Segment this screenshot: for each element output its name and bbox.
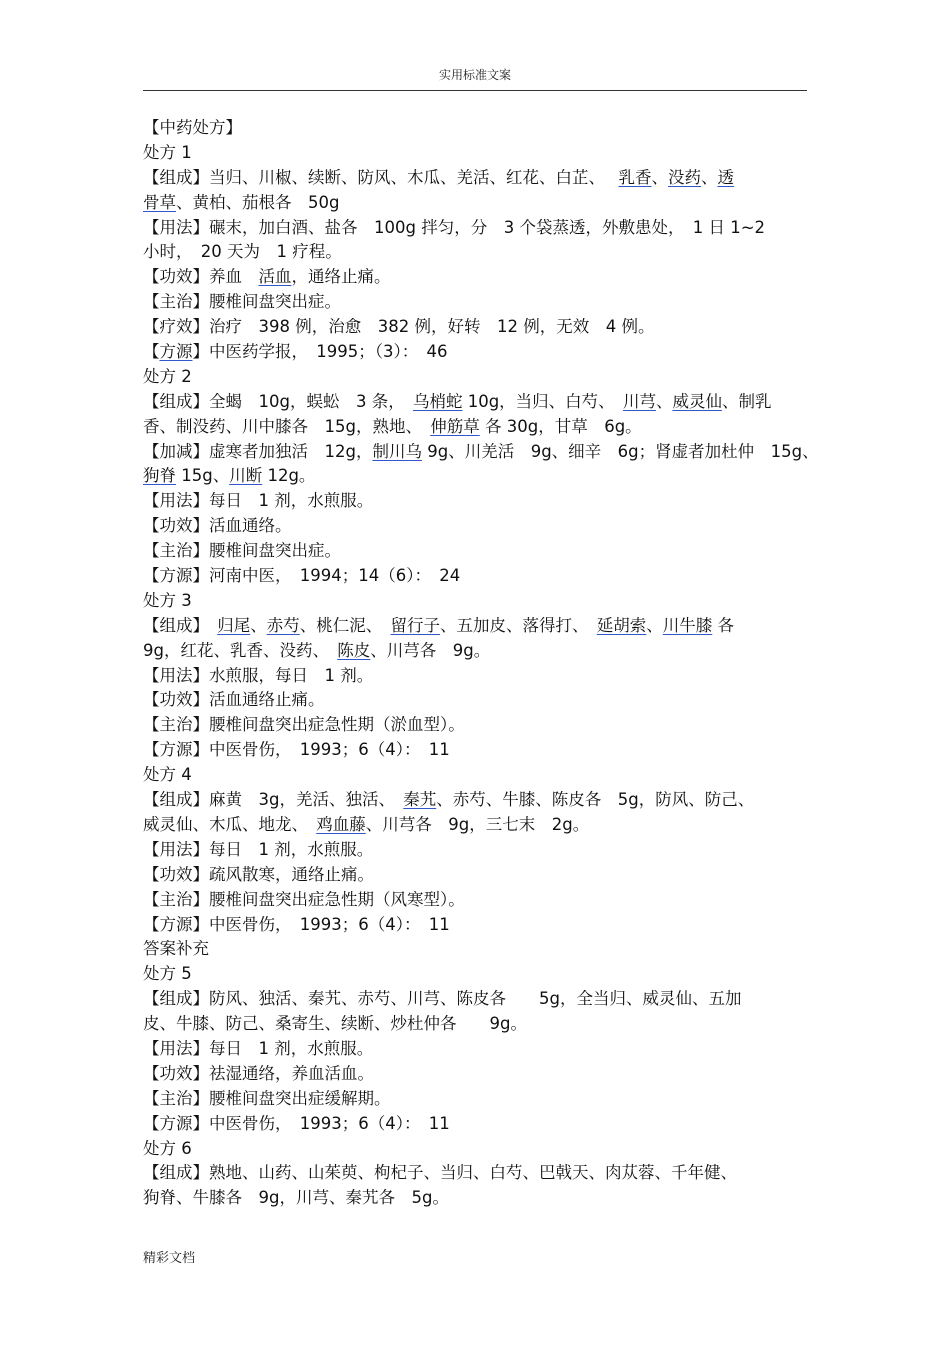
term-link[interactable]: 鸡血藤: [316, 814, 366, 834]
text-line: [143, 738, 813, 763]
text-run: 【功效】养血: [143, 267, 259, 287]
text-run: 【疗效】治疗 398 例，治愈 382 例，好转 12 例，无效 4 例。: [143, 317, 655, 337]
text-line: [143, 440, 819, 465]
text-run: 9g，红花、乳香、没药、: [143, 640, 338, 660]
text-run: 处方 6: [143, 1138, 192, 1158]
text-run: 【用法】每日 1 剂，水煎服。: [143, 839, 374, 859]
text-run: 、: [651, 167, 668, 187]
text-line: [143, 788, 813, 813]
text-run: 9g、川羌活 9g、细辛 6g；肾虚者加杜仲 15g、: [421, 441, 819, 461]
term-link[interactable]: 没药: [668, 167, 701, 187]
text-line: [143, 987, 813, 1012]
text-run: 、制乳: [721, 391, 772, 411]
text-run: 各: [712, 615, 734, 635]
text-run: 、: [701, 167, 718, 187]
text-run: 、五加皮、落得打、: [440, 615, 597, 635]
term-link[interactable]: 活血: [258, 267, 292, 287]
page-header: 实用标准文案: [438, 68, 511, 82]
text-line: [143, 216, 813, 241]
text-run: 处方 5: [143, 964, 192, 984]
text-run: 【方源】中医骨伤， 1993；6（4）： 11: [143, 740, 450, 760]
text-run: 【用法】水煎服，每日 1 剂。: [143, 665, 374, 685]
text-run: 【主治】腰椎间盘突出症。: [143, 541, 341, 561]
text-run: 12g。: [262, 466, 316, 486]
text-line: [143, 1161, 813, 1186]
text-line: [143, 464, 813, 489]
text-run: 【主治】腰椎间盘突出症急性期（淤血型）。: [143, 715, 465, 735]
text-line: [143, 863, 813, 888]
text-run: 【方源】中医骨伤， 1993；6（4）： 11: [143, 914, 450, 934]
text-run: 【组成】全蝎 10g，蜈蚣 3 条，: [143, 391, 413, 411]
text-line: [143, 639, 813, 664]
term-link[interactable]: 透: [717, 167, 734, 187]
text-run: 【组成】当归、川椒、续断、防风、木瓜、羌活、红花、白芷、: [143, 167, 619, 187]
text-run: 【组成】麻黄 3g，羌活、独活、: [143, 790, 404, 810]
text-line: [143, 1087, 813, 1112]
text-line: [143, 191, 813, 216]
text-run: 处方 3: [143, 590, 192, 610]
text-line: [143, 290, 813, 315]
text-run: 香、制没药、川中膝各 15g，熟地、: [143, 416, 431, 436]
text-line: [143, 1186, 813, 1211]
text-run: 【组成】: [143, 615, 218, 635]
text-run: 狗脊、牛膝各 9g，川芎、秦艽各 5g。: [143, 1188, 449, 1208]
text-run: 处方 1: [143, 142, 192, 162]
text-line: [143, 166, 813, 191]
term-link[interactable]: 留行子: [390, 615, 440, 635]
text-run: 【用法】每日 1 剂，水煎服。: [143, 491, 374, 511]
text-line: [143, 141, 813, 166]
text-line: [143, 340, 813, 365]
text-line: [143, 1112, 813, 1137]
text-run: 【用法】碾末，加白酒、盐各 100g 拌匀，分 3 个袋蒸透，外敷患处， 1 日 1~2: [143, 217, 766, 237]
text-line: [143, 415, 813, 440]
text-run: 威灵仙、木瓜、地龙、: [143, 814, 317, 834]
text-line: [143, 489, 813, 514]
text-run: 【组成】熟地、山药、山茱萸、枸杞子、当归、白芍、巴戟天、肉苁蓉、千年健、: [143, 1163, 737, 1183]
term-link[interactable]: 方源: [159, 342, 193, 362]
text-run: 【组成】防风、独活、秦艽、赤芍、川芎、陈皮各 5g，全当归、威灵仙、五加: [143, 989, 742, 1009]
text-line: [143, 514, 813, 539]
text-line: [143, 713, 813, 738]
text-run: 、: [250, 615, 267, 635]
term-link[interactable]: 乳香: [618, 167, 652, 187]
text-run: 【方源】中医骨伤， 1993；6（4）： 11: [143, 1113, 450, 1133]
term-link[interactable]: 归尾: [217, 615, 251, 635]
text-run: 【中药处方】: [143, 118, 242, 137]
text-run: 、: [646, 615, 663, 635]
text-run: 【: [143, 342, 160, 362]
term-link[interactable]: 乌梢蛇: [412, 391, 463, 411]
text-line: [143, 265, 813, 290]
document-body: [143, 116, 819, 1211]
text-line: [143, 390, 813, 415]
text-run: 、桃仁泥、: [299, 615, 391, 635]
text-run: 、: [655, 391, 673, 411]
text-run: 【功效】祛湿通络，养血活血。: [143, 1063, 374, 1083]
term-link[interactable]: 延胡索: [596, 615, 647, 635]
text-line: [143, 763, 813, 788]
term-link[interactable]: 赤芍: [266, 615, 300, 635]
text-line: [143, 614, 813, 639]
text-line: [143, 1062, 813, 1087]
text-run: 、黄柏、茄根各 50g: [176, 192, 340, 212]
term-link[interactable]: 陈皮: [337, 640, 371, 660]
page-footer: 精彩文档: [143, 1251, 196, 1266]
text-line: [143, 913, 813, 938]
text-line: [143, 240, 813, 265]
text-line: [143, 1137, 813, 1162]
text-line: [143, 888, 813, 913]
text-line: [143, 937, 813, 962]
text-line: [143, 315, 813, 340]
term-link[interactable]: 秦艽: [403, 790, 437, 810]
text-run: 【方源】河南中医， 1994；14（6）： 24: [143, 566, 461, 586]
term-link[interactable]: 川芎: [622, 391, 656, 411]
term-link[interactable]: 骨草: [143, 192, 176, 212]
term-link[interactable]: 狗脊: [143, 466, 176, 486]
text-line: [143, 589, 813, 614]
term-link[interactable]: 伸筋草: [430, 416, 480, 436]
text-run: 、赤芍、牛膝、陈皮各 5g，防风、防己、: [436, 790, 755, 810]
text-line: [143, 365, 813, 390]
text-run: 【用法】每日 1 剂，水煎服。: [143, 1038, 374, 1058]
text-run: 【主治】腰椎间盘突出症急性期（风寒型）。: [143, 889, 465, 909]
term-link[interactable]: 川牛膝: [662, 615, 713, 635]
text-line: [143, 1037, 813, 1062]
text-line: [143, 539, 813, 564]
text-line: [143, 962, 813, 987]
text-run: 各 30g，甘草 6g。: [479, 416, 642, 436]
term-link[interactable]: 威灵仙: [672, 391, 722, 411]
text-run: 小时， 20 天为 1 疗程。: [143, 242, 342, 262]
text-run: 答案补充: [143, 939, 209, 959]
term-link[interactable]: 制川乌: [372, 441, 422, 461]
text-run: 【主治】腰椎间盘突出症缓解期。: [143, 1088, 391, 1108]
text-run: 【功效】活血通络止痛。: [143, 690, 325, 710]
text-line: [143, 564, 813, 589]
text-run: 【功效】疏风散寒，通络止痛。: [143, 864, 374, 884]
text-line: [143, 664, 813, 689]
text-run: 10g，当归、白芍、: [462, 391, 623, 411]
text-line: [143, 838, 813, 863]
text-run: 皮、牛膝、防己、桑寄生、续断、炒杜仲各 9g。: [143, 1014, 527, 1034]
text-run: 【主治】腰椎间盘突出症。: [143, 292, 341, 312]
text-run: ，通络止痛。: [291, 267, 391, 287]
text-run: 【加减】虚寒者加独活 12g，: [143, 441, 373, 461]
text-run: 、川芎各 9g，三七末 2g。: [365, 814, 590, 834]
text-line: [143, 116, 813, 141]
term-link[interactable]: 川断: [229, 466, 263, 486]
text-line: [143, 1012, 813, 1037]
text-run: 、川芎各 9g。: [370, 640, 491, 660]
text-run: 处方 4: [143, 765, 192, 785]
text-line: [143, 813, 813, 838]
text-run: 处方 2: [143, 366, 192, 386]
header-divider: [143, 90, 807, 91]
text-run: 】中医药学报， 1995；（3）： 46: [192, 342, 448, 362]
text-run: 【功效】活血通络。: [143, 516, 292, 536]
text-run: 15g、: [176, 466, 230, 486]
text-line: [143, 688, 813, 713]
